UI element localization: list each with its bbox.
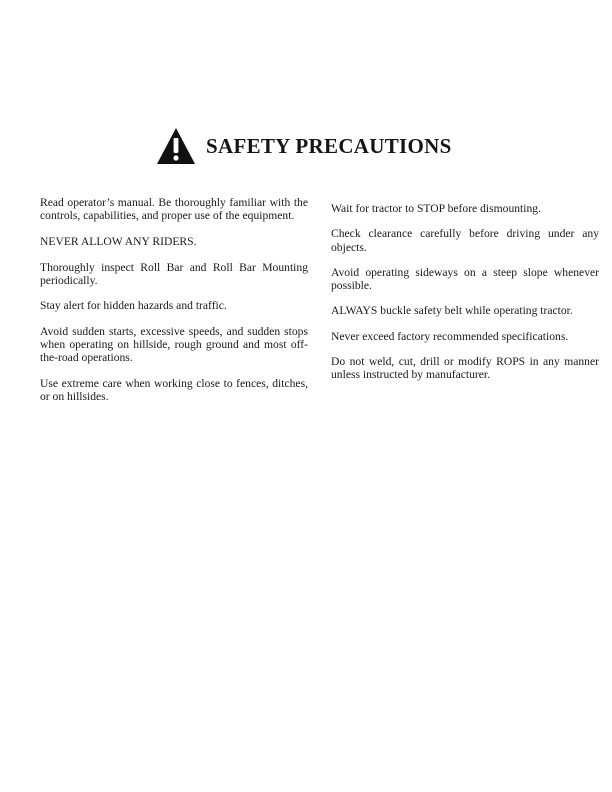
precaution-item: Avoid sudden starts, excessive speeds, and sudden stops when operating on hillside, rough ground and most off-the-road operations.: [40, 324, 308, 365]
precaution-item: NEVER ALLOW ANY RIDERS.: [40, 234, 197, 248]
precaution-item: Stay alert for hidden hazards and traffic.: [40, 299, 227, 313]
precaution-item: Read operator’s manual. Be thoroughly familiar with the controls, capabilities, and proper use of the equipment.: [40, 196, 308, 223]
warning-icon: [156, 127, 196, 165]
page-title: SAFETY PRECAUTIONS: [206, 133, 452, 158]
precaution-item: Wait for tractor to STOP before dismounting.: [331, 202, 541, 215]
precaution-item: Check clearance carefully before driving under any objects.: [331, 227, 599, 254]
precaution-item: Do not weld, cut, drill or modify ROPS in any manner unless instructed by manufacturer.: [331, 355, 599, 382]
precaution-item: Never exceed factory recommended specifications.: [331, 329, 569, 343]
precaution-item: ALWAYS buckle safety belt while operating tractor.: [331, 304, 573, 318]
right-column: [331, 202, 599, 394]
left-column: [40, 196, 308, 415]
precaution-item: Use extreme care when working close to fences, ditches, or on hillsides.: [40, 376, 308, 403]
precaution-item: Avoid operating sideways on a steep slope whenever possible.: [331, 265, 599, 293]
precaution-item: Thoroughly inspect Roll Bar and Roll Bar Mounting periodically.: [40, 260, 308, 288]
page-header: [156, 126, 452, 166]
